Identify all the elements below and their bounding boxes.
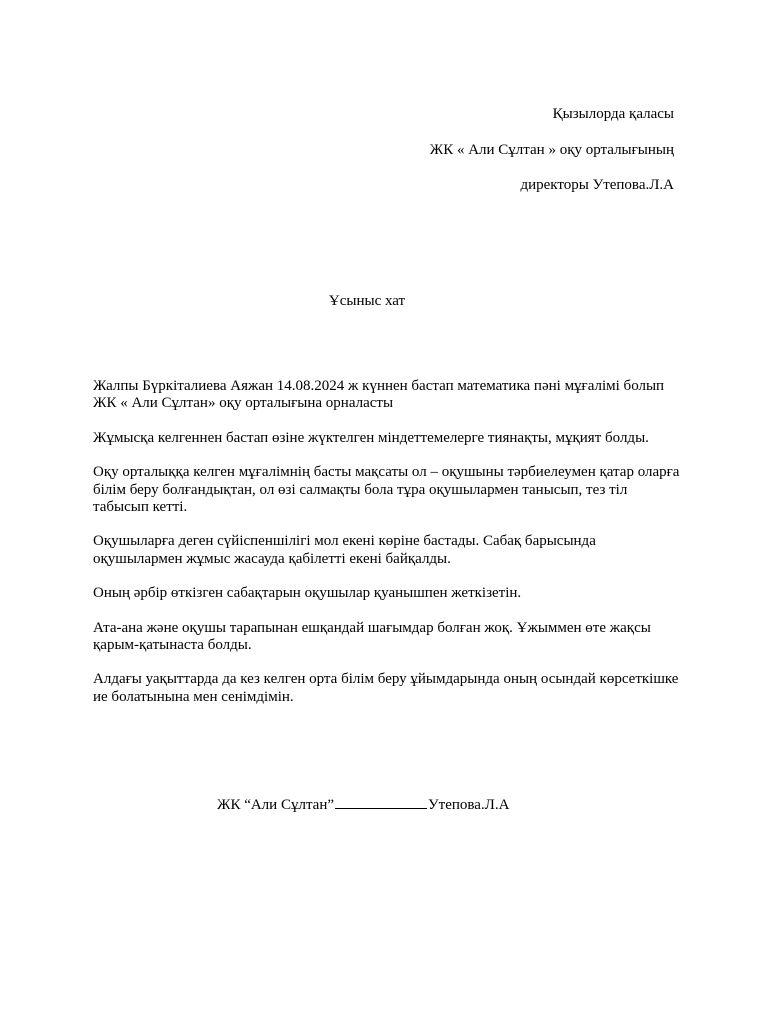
- paragraph: Ата-ана және оқушы тарапынан ешқандай шағымдар болған жоқ. Ұжыммен өте жақсы қарым-қатынаста болды.: [93, 619, 651, 654]
- paragraph: Алдағы уақыттарда да кез келген орта білім беру ұйымдарында оның осындай көрсеткішке ие болатынына мен сенімдімін.: [93, 671, 679, 705]
- signature-name: Утепова.Л.А: [428, 797, 510, 813]
- paragraph: Оның әрбір өткізген сабақтарын оқушылар қуанышпен жеткізетін.: [93, 585, 522, 602]
- paragraph: Жұмысқа келгеннен бастап өзіне жүктелген міндеттемелерге тиянақты, мұқият болды.: [93, 429, 649, 446]
- document-title: Ұсыныс хат: [328, 293, 406, 309]
- recipient-city: Қызылорда қаласы: [552, 106, 674, 122]
- recipient-director: директоры Утепова.Л.А: [520, 177, 674, 193]
- paragraph: Оқу орталыққа келген мұғалімнің басты мақсаты ол – оқушыны тәрбиелеумен қатар оларға білім беру болғандықтан, ол өзі салмақты бола тұра оқушылармен танысып, тез тіл табысып кетті.: [93, 464, 680, 516]
- signature-org: ЖК “Али Сұлтан”: [217, 797, 335, 813]
- signature-line: [335, 795, 427, 809]
- letter-body: [93, 378, 683, 723]
- paragraph: Оқушыларға деген сүйіспеншілігі мол екені көріне бастады. Сабақ барысында оқушылармен жұмыс жасауда қабілетті екені байқалды.: [93, 533, 596, 567]
- recipient-organization: ЖК « Али Сұлтан » оқу орталығының: [429, 142, 674, 158]
- signature-block: [217, 795, 509, 814]
- document-title-block: [0, 292, 768, 310]
- paragraph: Жалпы Бүркіталиева Аяжан 14.08.2024 ж күннен бастап математика пәні мұғалімі болып ЖК « Али Сұлтан» оқу орталығына орналасты: [93, 378, 665, 412]
